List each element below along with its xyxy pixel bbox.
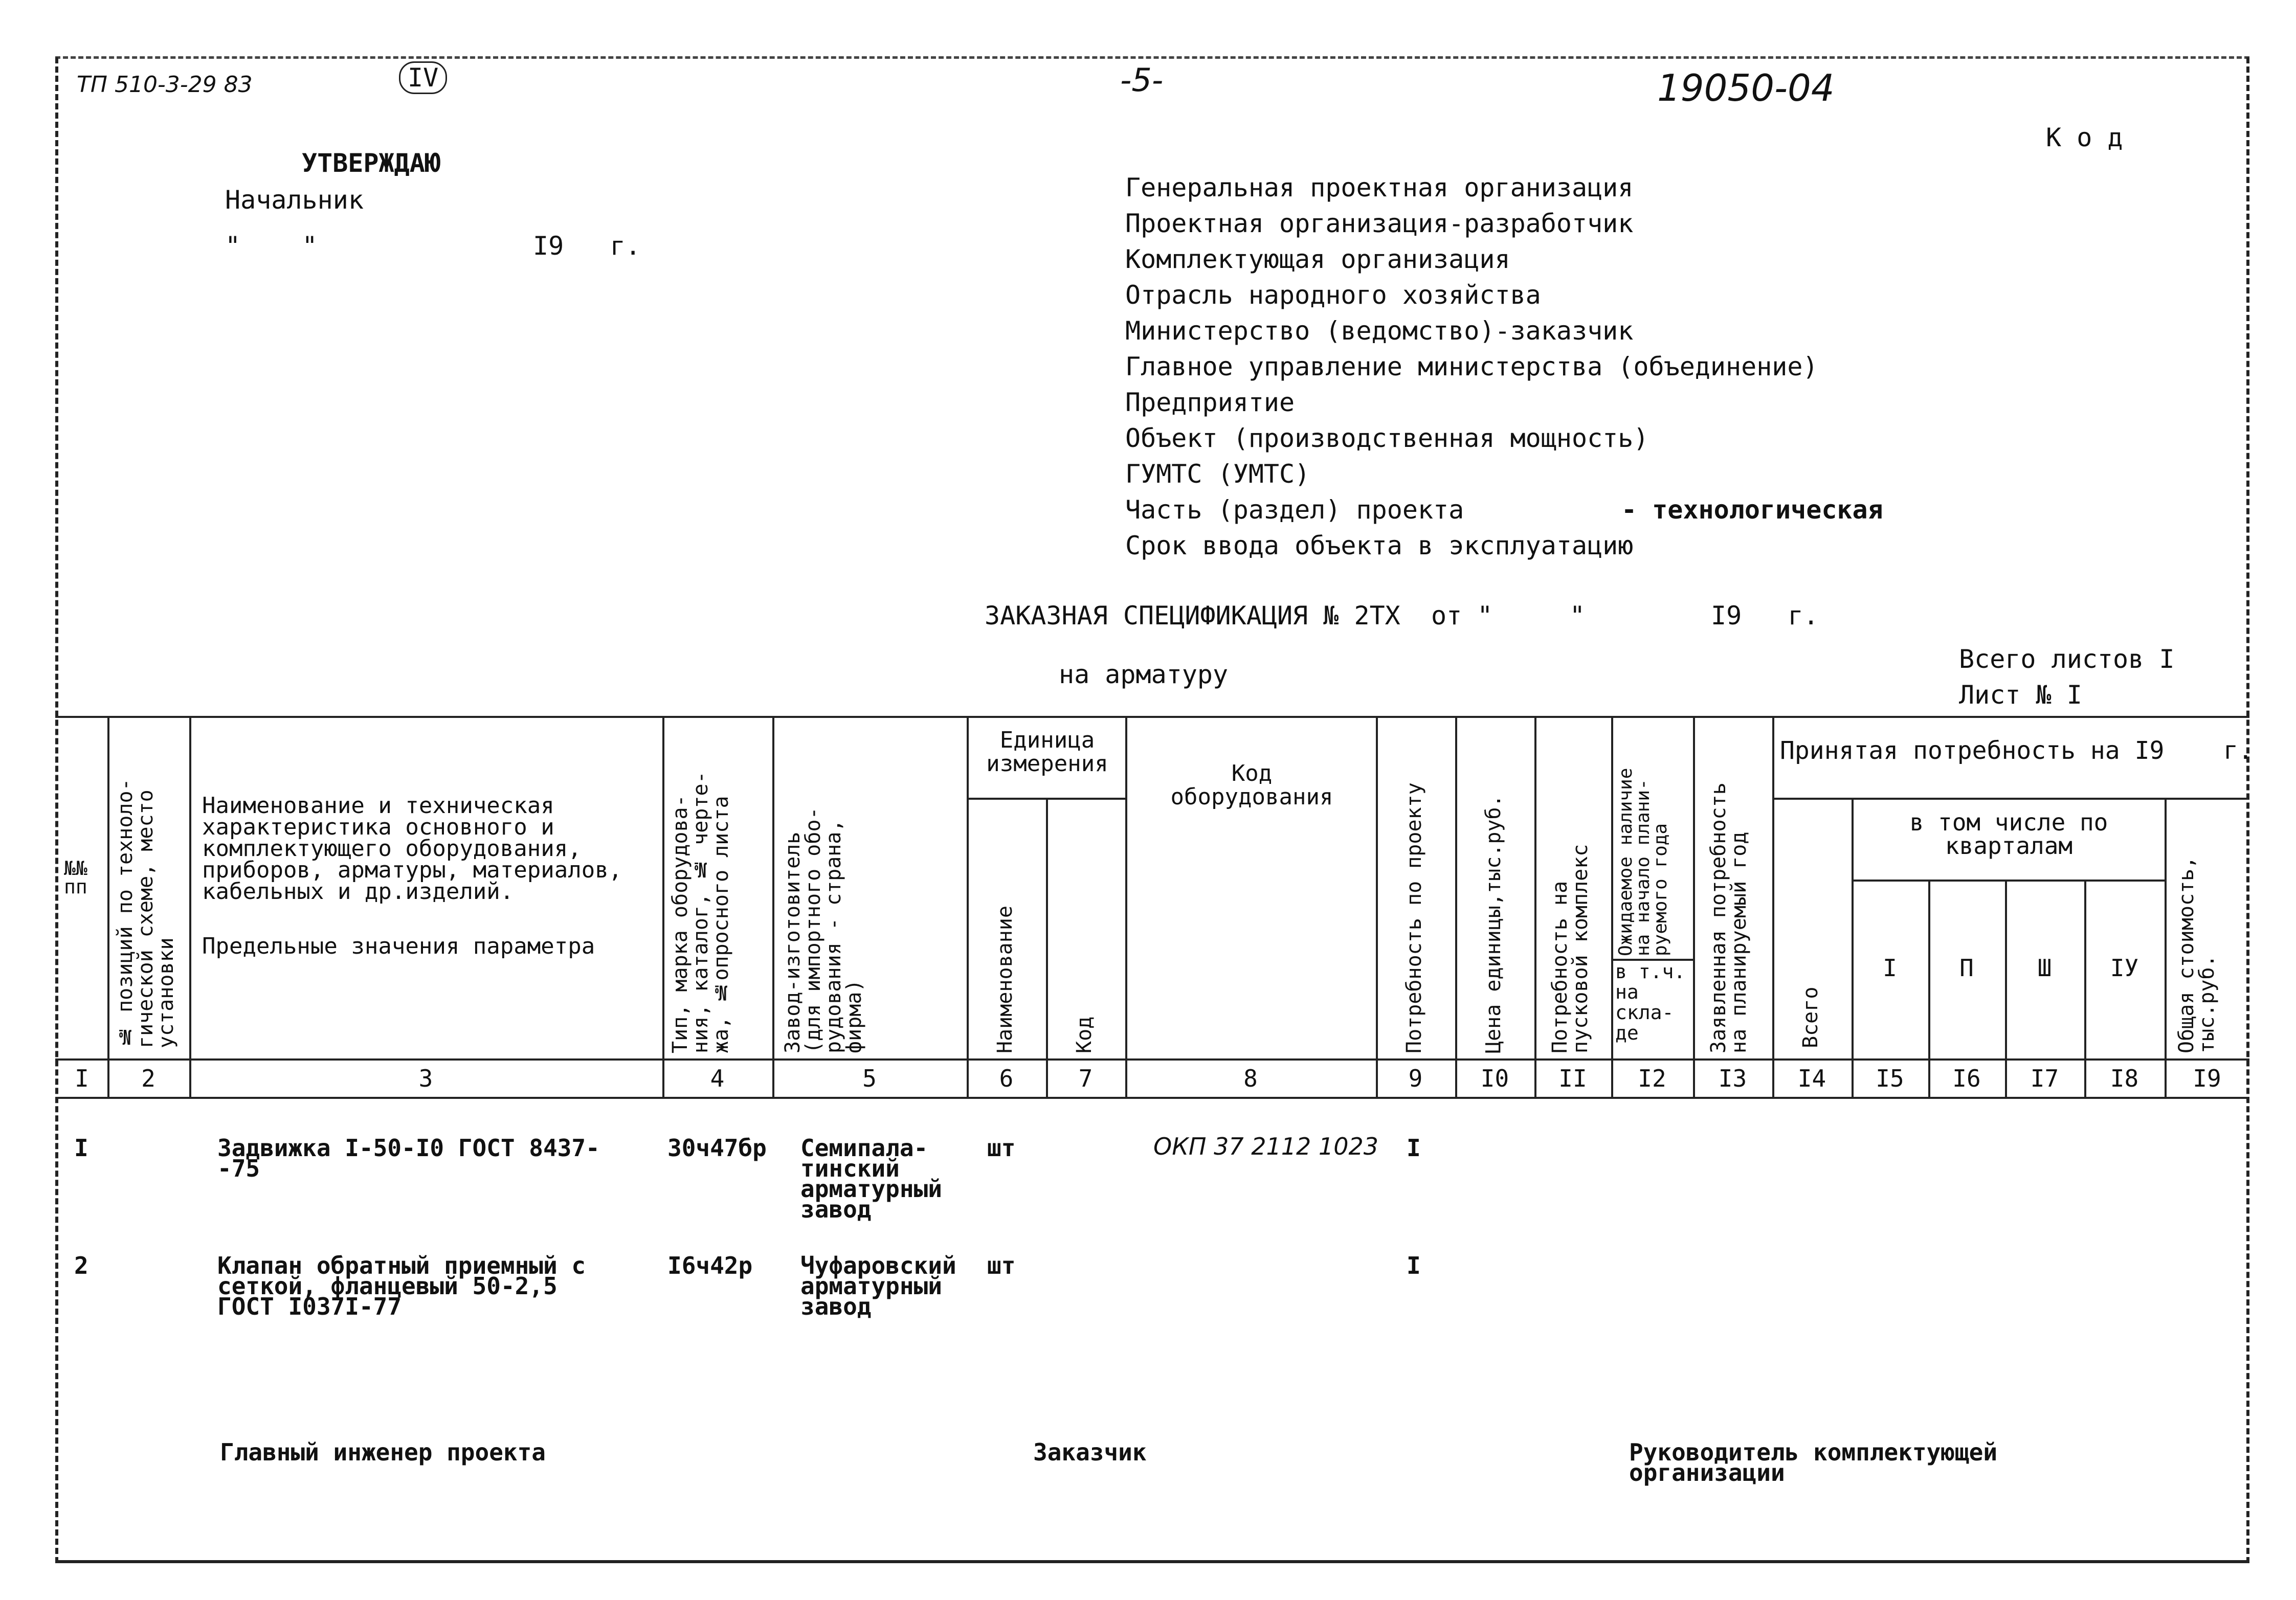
col-header-unit-code: Код [1073, 1016, 1096, 1053]
row-item-maker: Семипала- тинский арматурный завод [800, 1134, 942, 1223]
page-number: -5- [1120, 61, 1164, 99]
row-number: 2 [74, 1252, 88, 1279]
col-number: I6 [1952, 1065, 1981, 1092]
col-number: II [1558, 1065, 1587, 1092]
signature-supplier-head: Руководитель комплектующей организации [1629, 1438, 1998, 1486]
col-line [662, 716, 664, 1097]
org-field: Отрасль народного хозяйства [1125, 280, 1541, 310]
col-header-expected: Ожидаемое наличие на начало плани- руемого года [1615, 768, 1671, 956]
org-field: Министерство (ведомство)-заказчик [1125, 316, 1634, 346]
col-header-position: № позиций по техноло- гической схеме, место установки [114, 778, 178, 1048]
total-sheets: Всего листов I [1959, 644, 2175, 674]
col-line [189, 716, 191, 1097]
col-number: I4 [1797, 1065, 1826, 1092]
col-line [2084, 880, 2086, 1097]
row-item-name: Клапан обратный приемный с сеткой, фланцевый 50-2,5 ГОСТ I037I-77 [217, 1252, 586, 1320]
col-number: 4 [710, 1065, 725, 1092]
header-bottom-line [55, 1058, 2249, 1061]
project-code: ТП 510-3-29 83 [77, 72, 253, 98]
table-top-line [55, 716, 2249, 718]
row-item-maker: Чуфаровский арматурный завод [800, 1252, 956, 1320]
col-number: I7 [2030, 1065, 2059, 1092]
col-number: I9 [2193, 1065, 2221, 1092]
row-item-unit: шт [987, 1134, 1016, 1162]
org-field: Генеральная проектная организация [1125, 173, 1634, 202]
col-line [1928, 880, 1930, 1097]
col-number: 9 [1408, 1065, 1423, 1092]
approve-title: УТВЕРЖДАЮ [302, 148, 440, 178]
col-header-number: №№ пп [64, 857, 87, 898]
volume-mark: IV [399, 61, 447, 94]
signature-customer: Заказчик [1033, 1438, 1147, 1466]
spec-title: ЗАКАЗНАЯ СПЕЦИФИКАЦИЯ № 2ТХ от " " [985, 601, 1585, 630]
col-header-type: Тип, марка оборудова- ния, каталог, № черте- жа, №опросного листа [668, 771, 733, 1053]
row-item-type: I6ч42р [667, 1252, 753, 1279]
col-header-accepted: Принятая потребность на I9 г. [1780, 736, 2253, 765]
row-item-need: I [1407, 1252, 1421, 1279]
col-header-quarters: в том числе по кварталам [1909, 808, 2108, 860]
col-number: 3 [418, 1065, 433, 1092]
col-header-in-stock: в т.ч. на скла- де [1615, 960, 1686, 1044]
col-number: 8 [1243, 1065, 1258, 1092]
col-header-total: Всего [1799, 986, 1822, 1048]
col-line [1534, 716, 1536, 1097]
row-item-unit: шт [987, 1252, 1016, 1279]
col-header-launch-need: Потребность на пусковой комплекс [1548, 844, 1592, 1053]
kod-label: К о д [2046, 123, 2123, 152]
col-header-q1: I [1883, 954, 1897, 982]
col-header-maker: Завод-изготовитель (для импортного обо- рудования - страна, фирма) [781, 807, 866, 1053]
quarters-divider [1852, 880, 2165, 882]
row-item-need: I [1407, 1134, 1421, 1162]
col-line [2005, 880, 2007, 1097]
numbers-bottom-line [55, 1097, 2249, 1099]
col-number: 5 [862, 1065, 877, 1092]
col-header-declared: Заявленная потребность на планируемый год [1707, 782, 1751, 1053]
col-line [1852, 798, 1854, 1097]
row-number: I [74, 1134, 88, 1162]
col-number: I8 [2110, 1065, 2139, 1092]
org-field: Проектная организация-разработчик [1125, 209, 1634, 238]
col-line [107, 716, 109, 1097]
col-line [1046, 798, 1048, 1097]
spec-subtitle: на арматуру [1059, 660, 1229, 689]
accepted-divider [1772, 798, 2249, 800]
row-item-code: ОКП 37 2112 1023 [1153, 1133, 1378, 1160]
part-value: - технологическая [1621, 495, 1883, 525]
col-line [1376, 716, 1378, 1097]
col-number: I0 [1480, 1065, 1509, 1092]
sheet-number: Лист № I [1959, 680, 2082, 710]
org-field: Предприятие [1125, 388, 1295, 417]
document-number: 19050-04 [1657, 66, 1835, 109]
col-line [967, 716, 969, 1097]
col-line [1611, 716, 1613, 1097]
col-header-q4: IУ [2110, 954, 2139, 982]
org-field: Главное управление министерства (объединение) [1125, 352, 1818, 381]
org-field: Объект (производственная мощность) [1125, 423, 1649, 453]
col-header-unit-price: Цена единицы,тыс.руб. [1482, 795, 1505, 1053]
col-header-unit-name: Наименование [993, 906, 1017, 1053]
spec-year: I9 г. [1711, 601, 1819, 630]
col-header-total-cost: Общая стоимость, тыс.руб. [2175, 856, 2219, 1053]
row-item-type: 30ч47бр [667, 1134, 767, 1162]
col-line [1693, 716, 1695, 1097]
col-number: 6 [999, 1065, 1014, 1092]
col-line [1125, 716, 1127, 1097]
col-number: I5 [1876, 1065, 1904, 1092]
col-header-name: Наименование и техническая характеристика основного и комплектующего оборудования, приборов, арматуры, материалов, кабельных и др.изделий. [202, 793, 622, 905]
col-header-limits: Предельные значения параметра [202, 933, 595, 959]
col-number: 2 [141, 1065, 155, 1092]
col-header-q3: Ш [2037, 954, 2052, 982]
org-field: ГУМТС (УМТС) [1125, 459, 1310, 489]
row-item-name: Задвижка I-50-I0 ГОСТ 8437- -75 [217, 1134, 600, 1182]
approve-role: Начальник [225, 185, 364, 215]
org-field: Комплектующая организация [1125, 244, 1510, 274]
col-header-unit: Единица измерения [986, 727, 1108, 777]
org-field: Срок ввода объекта в эксплуатацию [1125, 531, 1634, 560]
org-field: Часть (раздел) проекта [1125, 495, 1464, 525]
col-line [772, 716, 774, 1097]
col-line [1455, 716, 1457, 1097]
col-line [1772, 716, 1774, 1097]
signature-chief-engineer: Главный инженер проекта [220, 1438, 546, 1466]
col-header-q2: П [1959, 954, 1974, 982]
col-number: I [75, 1065, 89, 1092]
col-number: I3 [1718, 1065, 1747, 1092]
col-header-project-need: Потребность по проекту [1402, 782, 1426, 1053]
col-header-equipment-code: Код оборудования [1170, 760, 1333, 810]
approve-date: " " I9 г. [225, 231, 641, 261]
col-line [2165, 798, 2167, 1097]
col-number: I2 [1638, 1065, 1666, 1092]
col-number: 7 [1078, 1065, 1093, 1092]
